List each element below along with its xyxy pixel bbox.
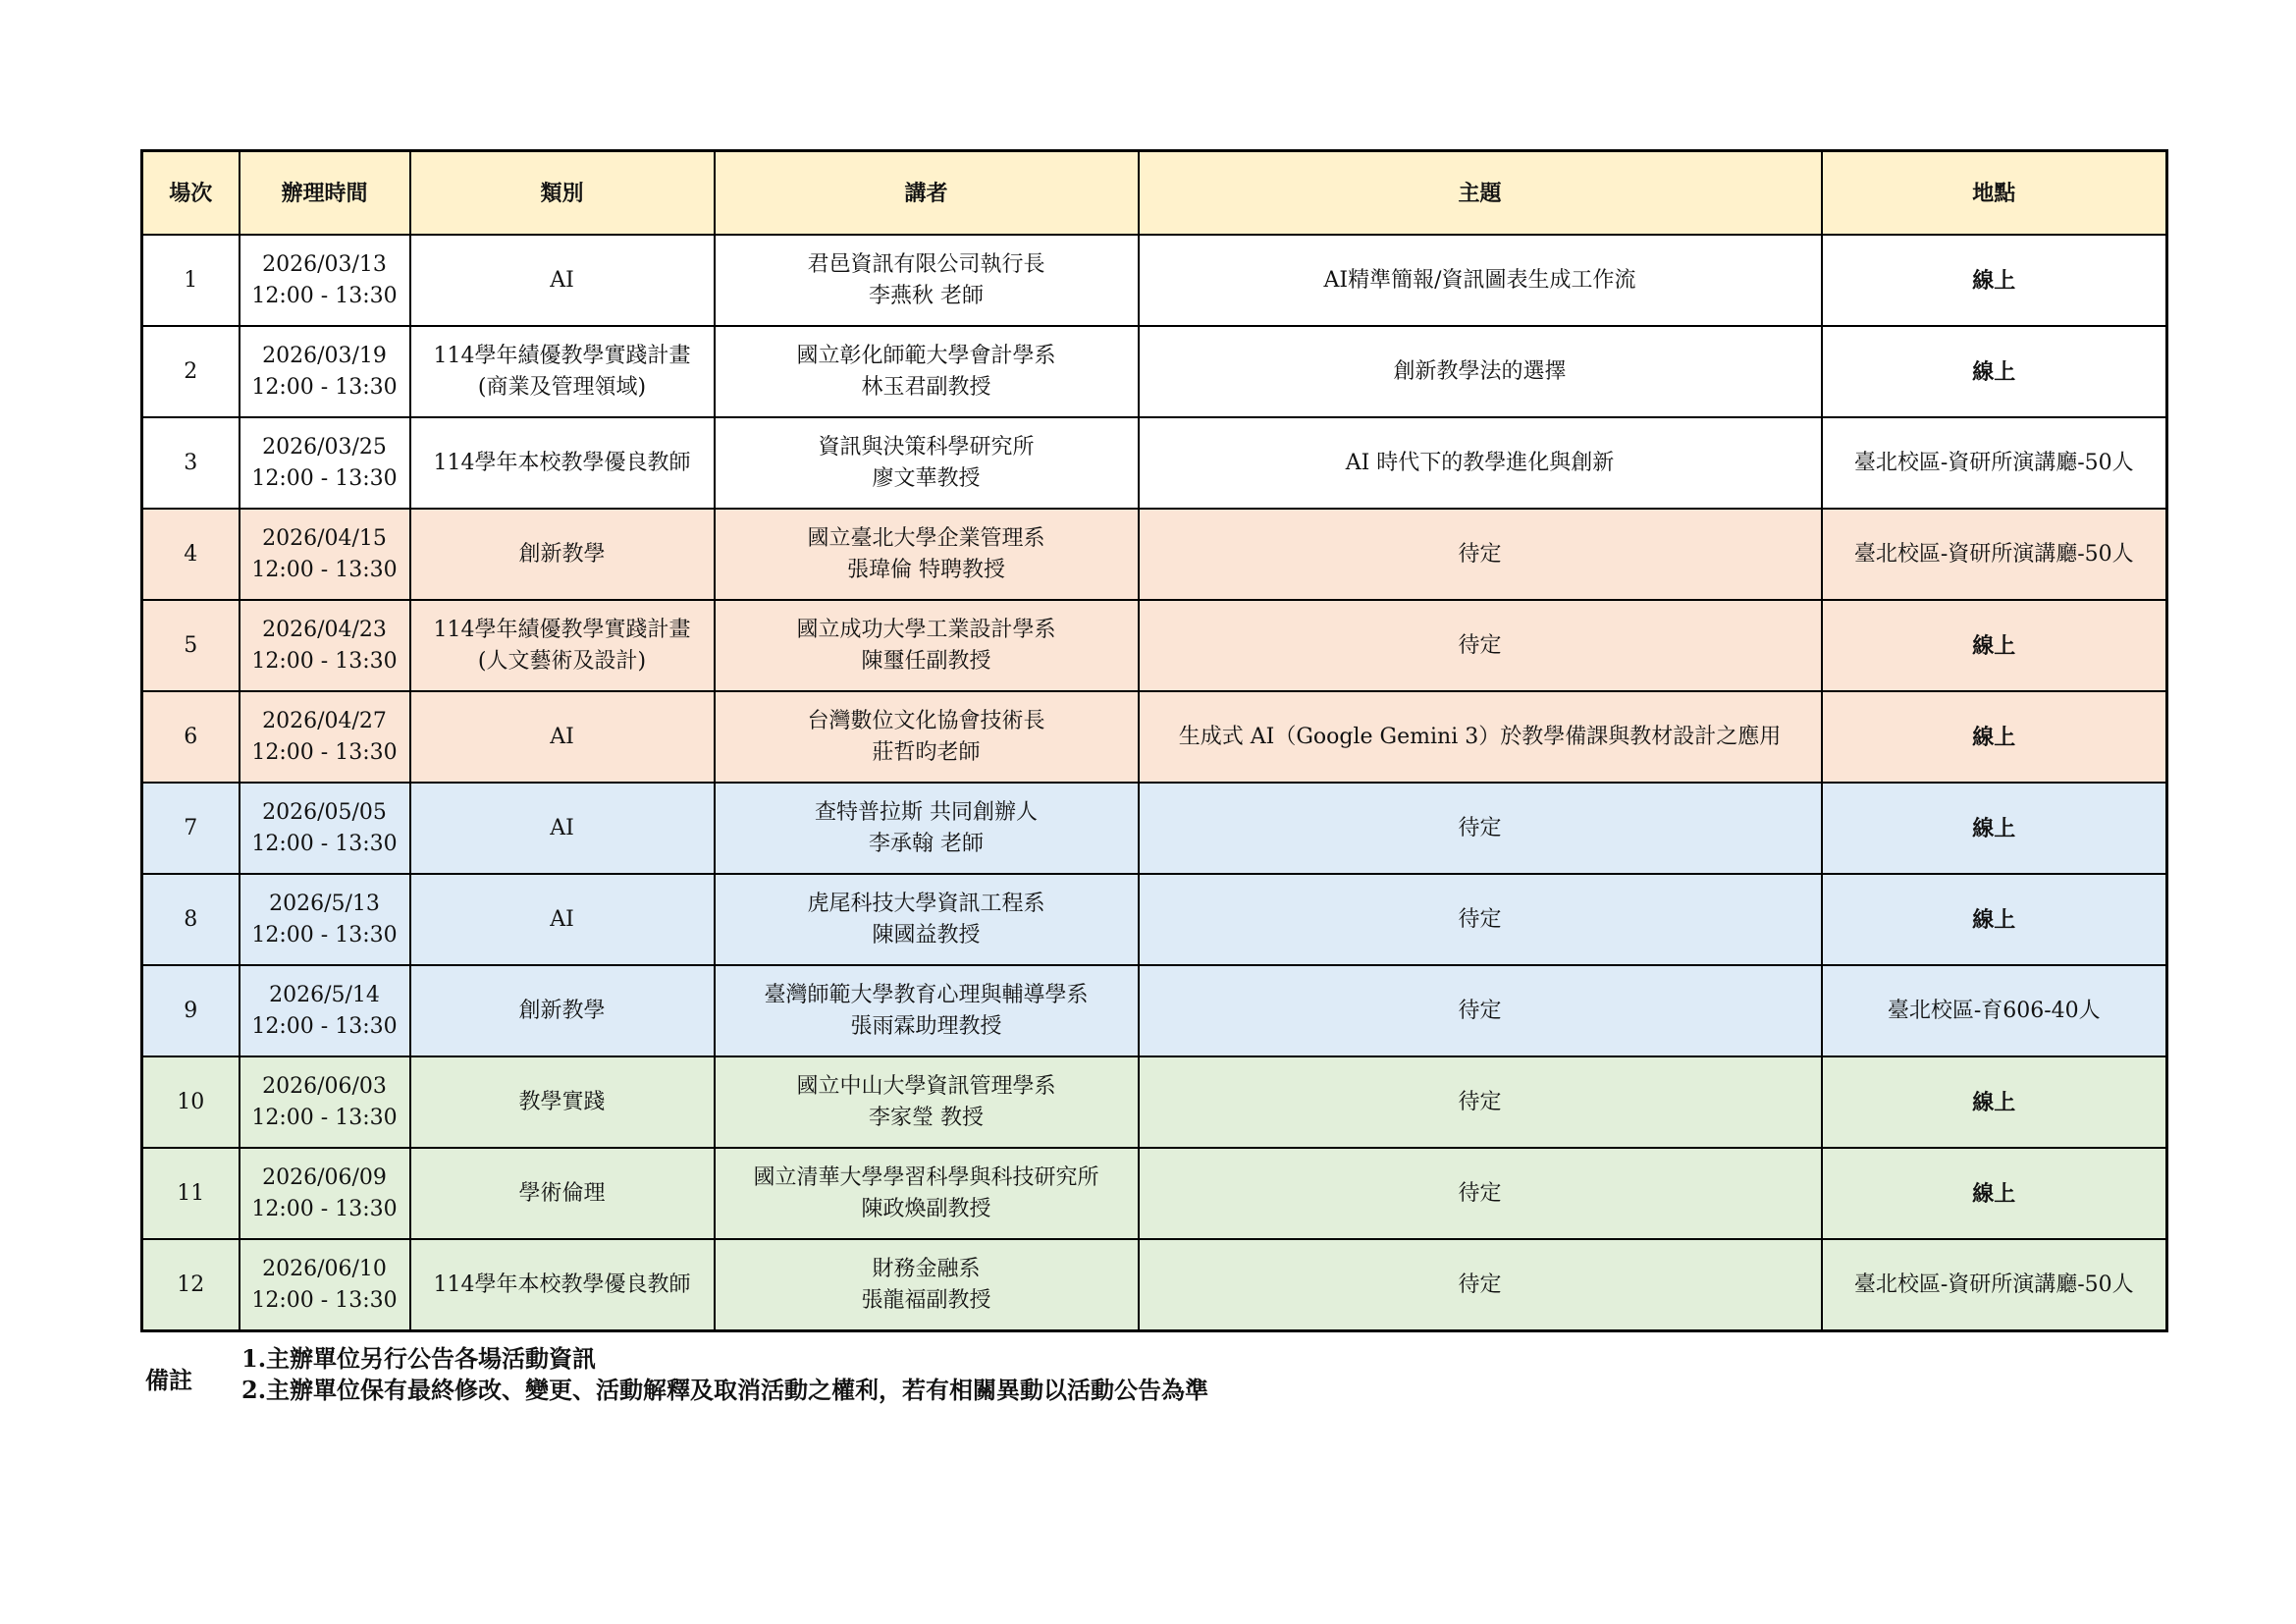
topic-cell bbox=[1139, 509, 1822, 600]
location-cell-text: 線上 bbox=[1972, 815, 2016, 841]
location-cell bbox=[1822, 1148, 2167, 1239]
speaker-cell bbox=[715, 1239, 1139, 1331]
time-cell bbox=[240, 1239, 410, 1331]
time-cell bbox=[240, 417, 410, 509]
table-row bbox=[142, 235, 2167, 326]
time-cell-text: 2026/03/25 bbox=[262, 434, 387, 460]
topic-cell-text: 待定 bbox=[1458, 906, 1502, 932]
location-cell bbox=[1822, 417, 2167, 509]
table-row bbox=[142, 326, 2167, 417]
speaker-cell-text: 廖文華教授 bbox=[872, 465, 981, 491]
location-cell bbox=[1822, 1239, 2167, 1331]
topic-cell-text: 待定 bbox=[1458, 1272, 1502, 1297]
header-location: 地點 bbox=[1822, 151, 2167, 236]
time-cell-text: 12:00 - 13:30 bbox=[251, 648, 398, 674]
time-cell bbox=[240, 1148, 410, 1239]
location-cell-text: 線上 bbox=[1972, 358, 2016, 385]
category-cell-text: 114學年績優教學實踐計畫 bbox=[433, 617, 691, 642]
time-cell bbox=[240, 1056, 410, 1148]
header-speaker: 講者 bbox=[715, 151, 1139, 236]
speaker-cell-text: 陳璽任副教授 bbox=[861, 648, 991, 674]
session-cell bbox=[142, 326, 240, 417]
table-row bbox=[142, 1056, 2167, 1148]
category-cell bbox=[410, 783, 715, 874]
time-cell-text: 2026/04/23 bbox=[262, 617, 387, 642]
speaker-cell-text: 張雨霖助理教授 bbox=[850, 1013, 1002, 1039]
location-cell-text: 線上 bbox=[1972, 267, 2016, 294]
category-cell bbox=[410, 600, 715, 691]
speaker-cell-text: 莊哲昀老師 bbox=[872, 739, 981, 765]
remark-item: 2.主辦單位保有最終修改、變更、活動解釋及取消活動之權利，若有相關異動以活動公告為準 bbox=[241, 1376, 1209, 1404]
speaker-cell bbox=[715, 1148, 1139, 1239]
category-cell-text: 學術倫理 bbox=[518, 1180, 606, 1206]
category-cell bbox=[410, 965, 715, 1056]
session-cell-text: 12 bbox=[177, 1272, 205, 1297]
session-cell-text: 6 bbox=[184, 724, 198, 749]
session-cell bbox=[142, 235, 240, 326]
session-cell-text: 4 bbox=[184, 541, 198, 567]
session-cell bbox=[142, 1148, 240, 1239]
time-cell-text: 12:00 - 13:30 bbox=[251, 557, 398, 582]
time-cell-text: 12:00 - 13:30 bbox=[251, 831, 398, 856]
session-cell-text: 9 bbox=[184, 998, 198, 1023]
category-cell-text: AI bbox=[550, 267, 574, 293]
location-cell bbox=[1822, 509, 2167, 600]
speaker-cell-text: 國立臺北大學企業管理系 bbox=[807, 525, 1045, 551]
table-row bbox=[142, 417, 2167, 509]
category-cell-text: AI bbox=[550, 724, 574, 749]
session-cell bbox=[142, 417, 240, 509]
remark-item: 1.主辦單位另行公告各場活動資訊 bbox=[241, 1344, 597, 1373]
speaker-cell bbox=[715, 326, 1139, 417]
location-cell-text: 臺北校區-資研所演講廳-50人 bbox=[1853, 541, 2134, 567]
topic-cell bbox=[1139, 874, 1822, 965]
speaker-cell-text: 君邑資訊有限公司執行長 bbox=[807, 251, 1045, 277]
category-cell-text: 114學年本校教學優良教師 bbox=[433, 450, 691, 475]
time-cell-text: 12:00 - 13:30 bbox=[251, 1287, 398, 1313]
speaker-cell bbox=[715, 691, 1139, 783]
topic-cell-text: 待定 bbox=[1458, 815, 1502, 840]
time-cell-text: 2026/06/10 bbox=[262, 1256, 387, 1281]
speaker-cell bbox=[715, 874, 1139, 965]
time-cell-text: 2026/06/03 bbox=[262, 1073, 387, 1099]
time-cell-text: 12:00 - 13:30 bbox=[251, 922, 398, 947]
speaker-cell bbox=[715, 417, 1139, 509]
session-cell-text: 1 bbox=[184, 267, 198, 293]
time-cell-text: 2026/04/15 bbox=[262, 525, 387, 551]
schedule-table bbox=[140, 149, 2168, 1332]
location-cell-text: 線上 bbox=[1972, 632, 2016, 659]
time-cell-text: 2026/05/05 bbox=[262, 799, 387, 825]
category-cell-text: 創新教學 bbox=[518, 998, 606, 1023]
session-cell bbox=[142, 600, 240, 691]
speaker-cell bbox=[715, 235, 1139, 326]
session-cell-text: 3 bbox=[184, 450, 198, 475]
topic-cell-text: 創新教學法的選擇 bbox=[1393, 358, 1567, 384]
session-cell-text: 11 bbox=[177, 1180, 205, 1206]
time-cell-text: 12:00 - 13:30 bbox=[251, 1105, 398, 1130]
location-cell bbox=[1822, 235, 2167, 326]
header-row bbox=[142, 151, 2167, 236]
location-cell-text: 臺北校區-育606-40人 bbox=[1887, 998, 2101, 1023]
location-cell-text: 線上 bbox=[1972, 1180, 2016, 1207]
location-cell bbox=[1822, 600, 2167, 691]
session-cell-text: 8 bbox=[184, 906, 198, 932]
header-session: 場次 bbox=[142, 151, 240, 236]
location-cell bbox=[1822, 1056, 2167, 1148]
session-cell-text: 2 bbox=[184, 358, 198, 384]
speaker-cell-text: 李燕秋 老師 bbox=[869, 283, 984, 308]
session-cell-text: 10 bbox=[177, 1089, 205, 1114]
location-cell-text: 臺北校區-資研所演講廳-50人 bbox=[1853, 450, 2134, 475]
speaker-cell bbox=[715, 1056, 1139, 1148]
category-cell-text: AI bbox=[550, 815, 574, 840]
time-cell bbox=[240, 783, 410, 874]
location-cell-text: 線上 bbox=[1972, 1089, 2016, 1115]
time-cell bbox=[240, 326, 410, 417]
speaker-cell-text: 國立成功大學工業設計學系 bbox=[796, 617, 1056, 642]
topic-cell bbox=[1139, 1056, 1822, 1148]
time-cell-text: 12:00 - 13:30 bbox=[251, 1013, 398, 1039]
speaker-cell-text: 虎尾科技大學資訊工程系 bbox=[807, 891, 1045, 916]
topic-cell-text: AI 時代下的教學進化與創新 bbox=[1345, 450, 1615, 475]
category-cell bbox=[410, 235, 715, 326]
topic-cell-text: AI精準簡報/資訊圖表生成工作流 bbox=[1323, 267, 1636, 293]
session-cell-text: 7 bbox=[184, 815, 198, 840]
speaker-cell-text: 張瑋倫 特聘教授 bbox=[847, 557, 1005, 582]
topic-cell-text: 待定 bbox=[1458, 632, 1502, 658]
speaker-cell bbox=[715, 965, 1139, 1056]
time-cell bbox=[240, 509, 410, 600]
topic-cell bbox=[1139, 1148, 1822, 1239]
time-cell-text: 2026/03/19 bbox=[262, 343, 387, 368]
category-cell bbox=[410, 1056, 715, 1148]
speaker-cell-text: 國立清華大學學習科學與科技研究所 bbox=[753, 1164, 1099, 1190]
topic-cell bbox=[1139, 600, 1822, 691]
topic-cell bbox=[1139, 691, 1822, 783]
table-row bbox=[142, 1239, 2167, 1331]
topic-cell-text: 待定 bbox=[1458, 1180, 1502, 1206]
speaker-cell-text: 李承翰 老師 bbox=[869, 831, 984, 856]
location-cell bbox=[1822, 326, 2167, 417]
remarks-label: 備註 bbox=[145, 1366, 192, 1394]
time-cell-text: 2026/03/13 bbox=[262, 251, 387, 277]
speaker-cell bbox=[715, 600, 1139, 691]
session-cell bbox=[142, 691, 240, 783]
time-cell-text: 12:00 - 13:30 bbox=[251, 465, 398, 491]
category-cell-text: (商業及管理領域) bbox=[477, 374, 647, 400]
topic-cell-text: 待定 bbox=[1458, 541, 1502, 567]
category-cell bbox=[410, 874, 715, 965]
session-cell bbox=[142, 965, 240, 1056]
table-row bbox=[142, 691, 2167, 783]
time-cell-text: 2026/06/09 bbox=[262, 1164, 387, 1190]
session-cell bbox=[142, 874, 240, 965]
location-cell bbox=[1822, 783, 2167, 874]
time-cell-text: 2026/5/14 bbox=[269, 982, 380, 1007]
topic-cell bbox=[1139, 326, 1822, 417]
time-cell-text: 2026/04/27 bbox=[262, 708, 387, 733]
topic-cell-text: 待定 bbox=[1458, 998, 1502, 1023]
location-cell bbox=[1822, 874, 2167, 965]
time-cell bbox=[240, 600, 410, 691]
category-cell bbox=[410, 1148, 715, 1239]
location-cell-text: 線上 bbox=[1972, 724, 2016, 750]
category-cell bbox=[410, 691, 715, 783]
speaker-cell-text: 國立中山大學資訊管理學系 bbox=[796, 1073, 1056, 1099]
category-cell-text: 創新教學 bbox=[518, 541, 606, 567]
table-row bbox=[142, 509, 2167, 600]
topic-cell bbox=[1139, 783, 1822, 874]
speaker-cell bbox=[715, 783, 1139, 874]
speaker-cell-text: 陳政煥副教授 bbox=[861, 1196, 991, 1221]
time-cell bbox=[240, 874, 410, 965]
table-row bbox=[142, 874, 2167, 965]
header-time: 辦理時間 bbox=[240, 151, 410, 236]
location-cell-text: 線上 bbox=[1972, 906, 2016, 933]
category-cell-text: 教學實踐 bbox=[518, 1089, 606, 1114]
topic-cell bbox=[1139, 1239, 1822, 1331]
time-cell-text: 12:00 - 13:30 bbox=[251, 739, 398, 765]
speaker-cell-text: 李家瑩 教授 bbox=[869, 1105, 984, 1130]
category-cell bbox=[410, 1239, 715, 1331]
time-cell-text: 2026/5/13 bbox=[269, 891, 380, 916]
speaker-cell-text: 台灣數位文化協會技術長 bbox=[807, 708, 1045, 733]
speaker-cell-text: 國立彰化師範大學會計學系 bbox=[796, 343, 1056, 368]
table-row bbox=[142, 600, 2167, 691]
time-cell-text: 12:00 - 13:30 bbox=[251, 283, 398, 308]
table-row bbox=[142, 965, 2167, 1056]
session-cell bbox=[142, 783, 240, 874]
category-cell bbox=[410, 326, 715, 417]
session-cell bbox=[142, 509, 240, 600]
speaker-cell-text: 查特普拉斯 共同創辦人 bbox=[815, 799, 1038, 825]
time-cell bbox=[240, 691, 410, 783]
category-cell-text: (人文藝術及設計) bbox=[477, 648, 647, 674]
speaker-cell-text: 陳國益教授 bbox=[872, 922, 981, 947]
schedule-body bbox=[142, 235, 2167, 1331]
table-row bbox=[142, 783, 2167, 874]
session-cell bbox=[142, 1056, 240, 1148]
table-row bbox=[142, 1148, 2167, 1239]
category-cell bbox=[410, 509, 715, 600]
location-cell-text: 臺北校區-資研所演講廳-50人 bbox=[1853, 1272, 2134, 1297]
session-cell-text: 5 bbox=[184, 632, 198, 658]
header-category: 類別 bbox=[410, 151, 715, 236]
session-cell bbox=[142, 1239, 240, 1331]
speaker-cell-text: 張龍福副教授 bbox=[861, 1287, 991, 1313]
speaker-cell-text: 財務金融系 bbox=[872, 1256, 981, 1281]
topic-cell bbox=[1139, 965, 1822, 1056]
time-cell bbox=[240, 235, 410, 326]
header-topic: 主題 bbox=[1139, 151, 1822, 236]
speaker-cell-text: 資訊與決策科學研究所 bbox=[818, 434, 1035, 460]
category-cell-text: 114學年本校教學優良教師 bbox=[433, 1272, 691, 1297]
speaker-cell bbox=[715, 509, 1139, 600]
topic-cell-text: 生成式 AI（Google Gemini 3）於教學備課與教材設計之應用 bbox=[1178, 724, 1782, 749]
topic-cell bbox=[1139, 417, 1822, 509]
category-cell bbox=[410, 417, 715, 509]
category-cell-text: AI bbox=[550, 906, 574, 932]
topic-cell-text: 待定 bbox=[1458, 1089, 1502, 1114]
location-cell bbox=[1822, 965, 2167, 1056]
speaker-cell-text: 臺灣師範大學教育心理與輔導學系 bbox=[764, 982, 1089, 1007]
time-cell-text: 12:00 - 13:30 bbox=[251, 374, 398, 400]
location-cell bbox=[1822, 691, 2167, 783]
category-cell-text: 114學年績優教學實踐計畫 bbox=[433, 343, 691, 368]
time-cell-text: 12:00 - 13:30 bbox=[251, 1196, 398, 1221]
time-cell bbox=[240, 965, 410, 1056]
topic-cell bbox=[1139, 235, 1822, 326]
remarks-list bbox=[241, 1343, 1208, 1406]
speaker-cell-text: 林玉君副教授 bbox=[861, 374, 991, 400]
